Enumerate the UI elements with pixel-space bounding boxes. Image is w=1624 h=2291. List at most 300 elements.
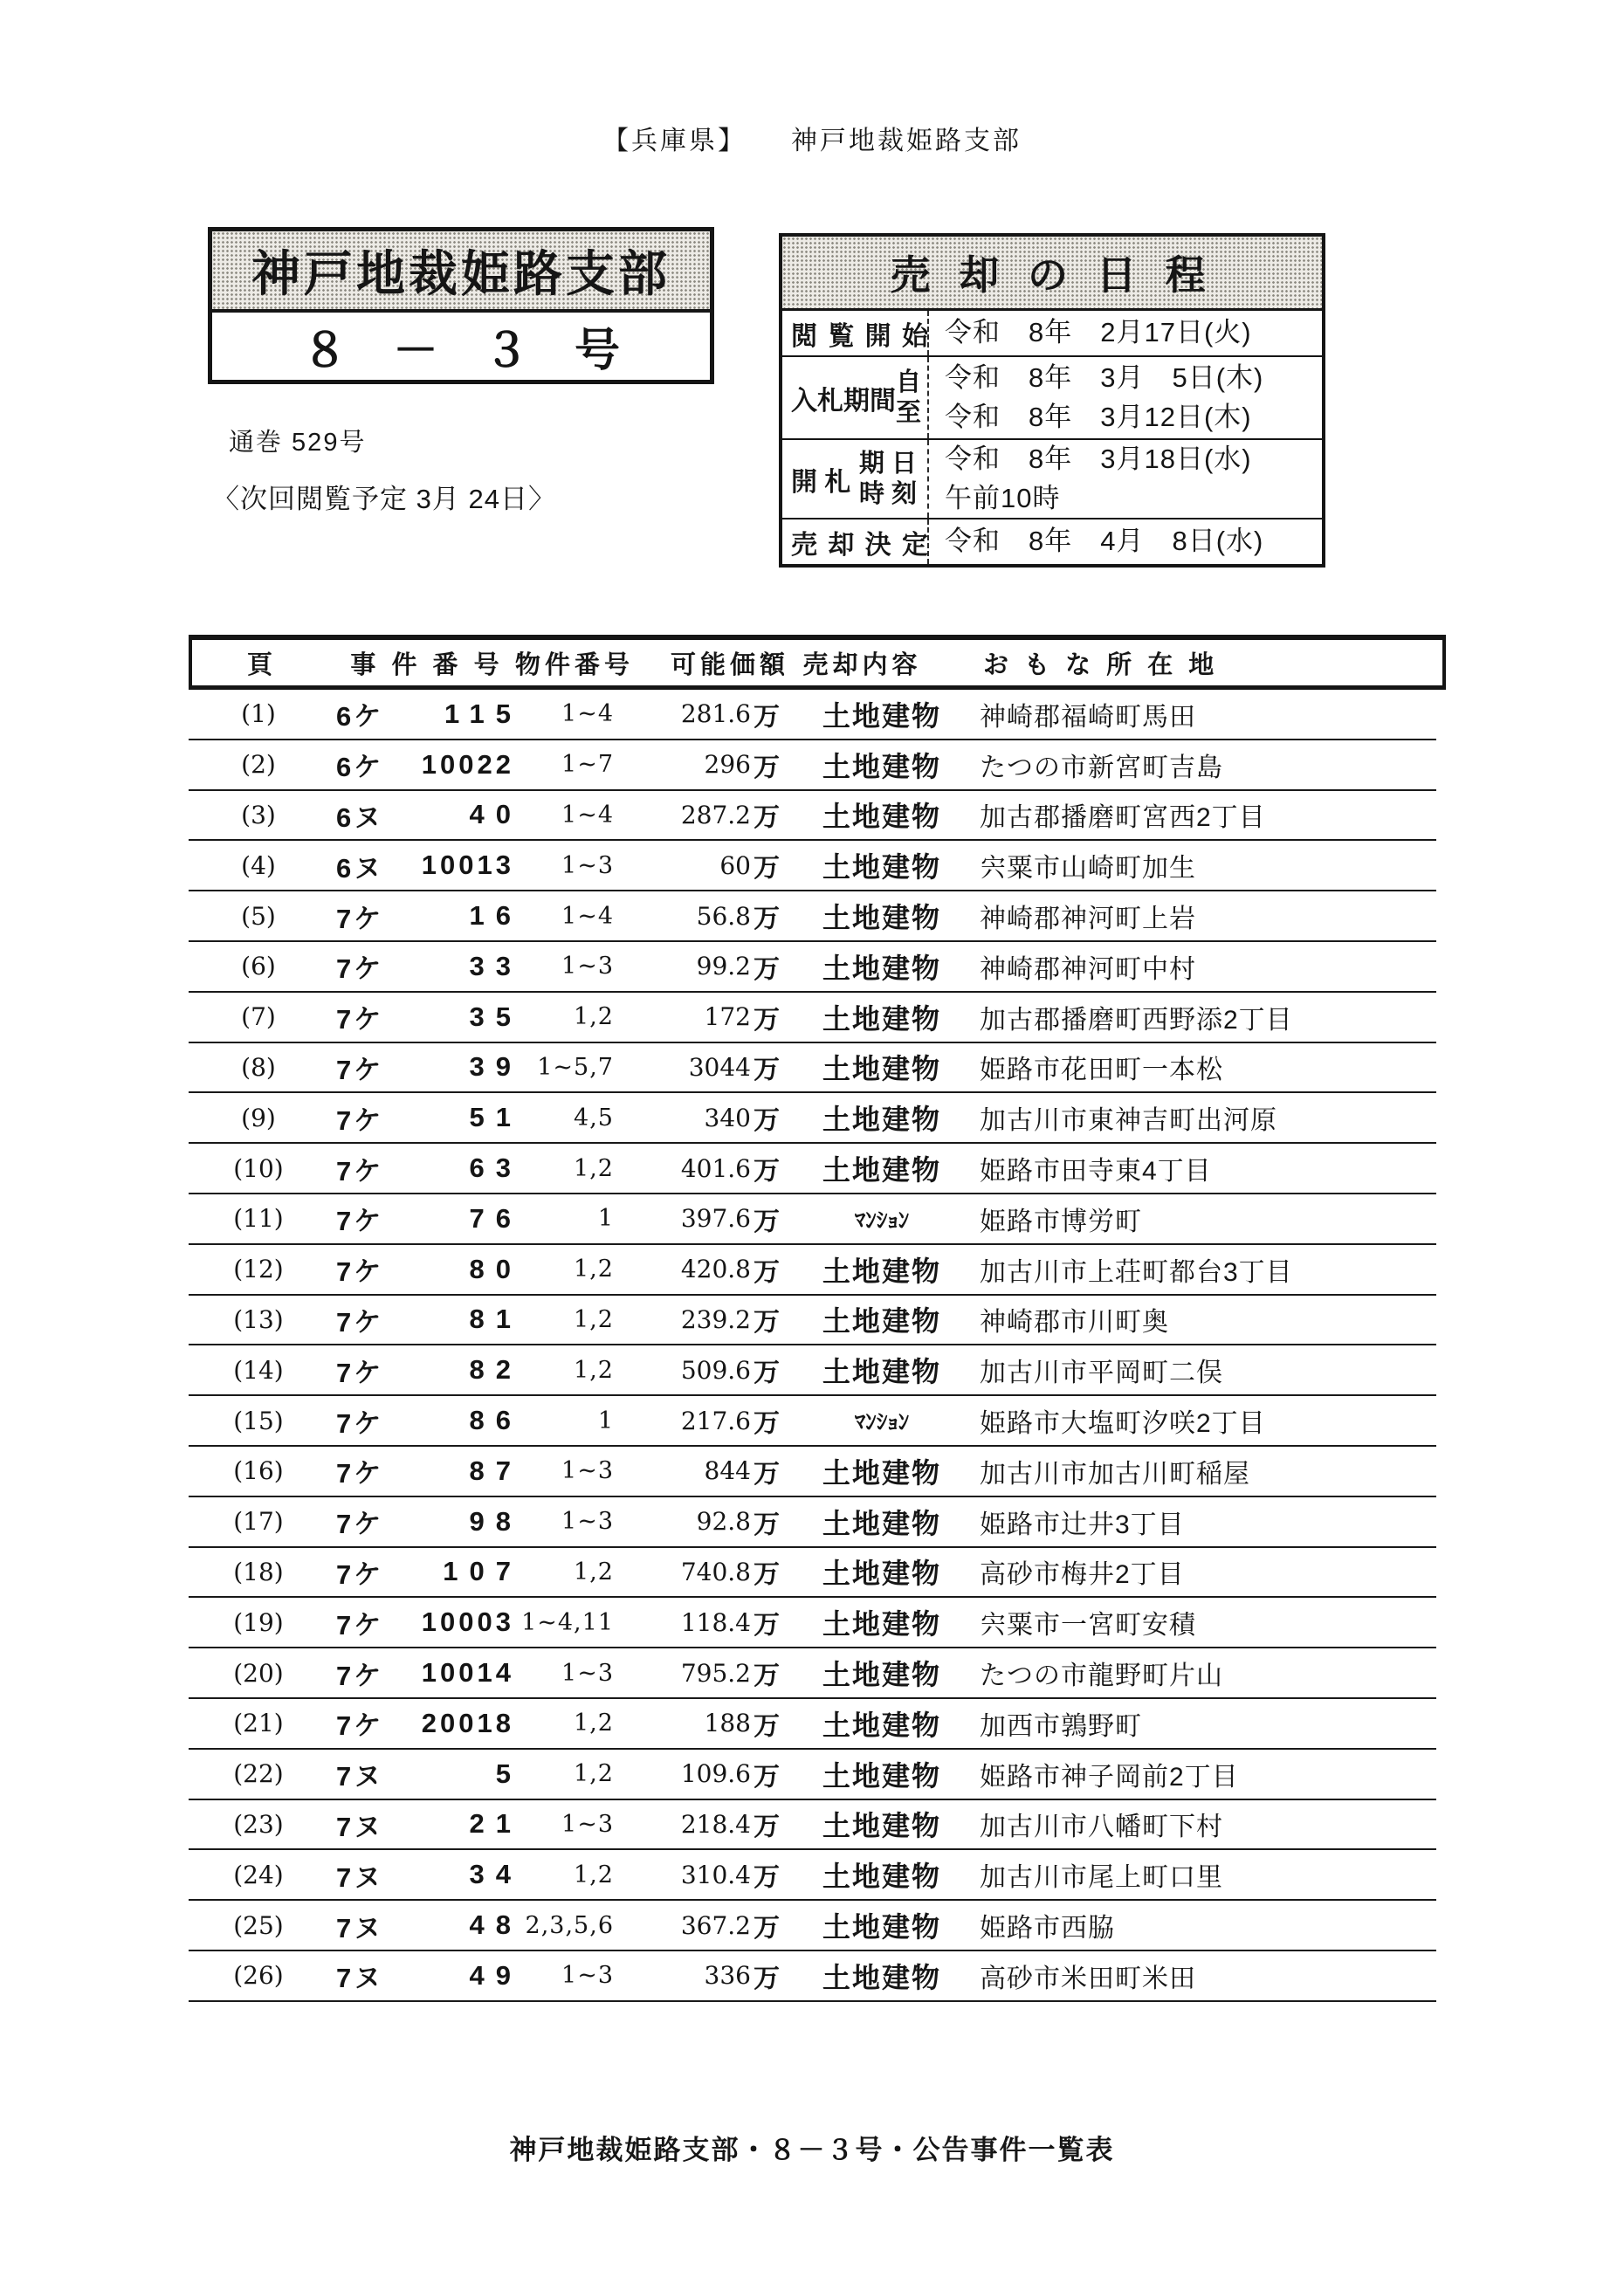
schedule-row-bid-opening: [782, 438, 1322, 518]
schedule-sublabel-date: 期 日: [858, 449, 917, 478]
price-amount: 310.4: [680, 1860, 751, 1889]
cell-property-number: 1~5,7: [537, 1053, 614, 1081]
schedule-time: 午前10時: [945, 482, 1061, 513]
case-prefix: 7ケ: [336, 1660, 384, 1691]
case-prefix: 7ヌ: [336, 1761, 384, 1792]
price-amount: 217.6: [680, 1406, 751, 1435]
case-serial: 115: [444, 698, 522, 729]
cell-possible-price: [607, 1345, 780, 1394]
cell-sale-type: 土地建物: [822, 1002, 941, 1035]
cell-sale-type: 土地建物: [822, 699, 941, 732]
cell-property-number: 1~4: [561, 700, 614, 728]
cell-sale-type: 土地建物: [822, 1810, 941, 1842]
cell-page-number: (8): [241, 1052, 276, 1082]
price-unit: 万: [754, 753, 780, 782]
price-unit: 万: [754, 1762, 780, 1792]
cell-page-number: (2): [241, 750, 276, 780]
schedule-title: 売 却 の 日 程: [782, 237, 1322, 311]
case-serial: 10013: [421, 850, 514, 881]
cell-sale-type: 土地建物: [822, 1659, 941, 1691]
price-unit: 万: [754, 1157, 780, 1187]
cell-property-number: 2,3,5,6: [525, 1911, 614, 1939]
cell-location: 神崎郡福崎町馬田: [980, 702, 1196, 732]
cell-location: 加古川市八幡町下村: [980, 1813, 1223, 1842]
cell-case-number: [336, 740, 514, 789]
case-table-rows: [189, 690, 1446, 2003]
header-page: 頁: [246, 650, 277, 679]
header-case-number: 事 件 番 号: [350, 650, 504, 679]
cell-sale-type: 土地建物: [822, 1456, 941, 1489]
price-unit: 万: [754, 1308, 780, 1338]
price-unit: 万: [754, 1964, 780, 1993]
case-serial: 63: [469, 1152, 522, 1184]
case-serial: 10022: [421, 748, 514, 780]
cell-possible-price: [607, 1396, 780, 1445]
price-amount: 296: [704, 750, 751, 780]
cell-page-number: (20): [233, 1658, 284, 1688]
cell-property-number: 1~3: [561, 1810, 614, 1838]
table-row: [189, 1800, 1436, 1851]
case-prefix: 7ヌ: [336, 1811, 384, 1842]
court-name: 神戸地裁姫路支部: [212, 231, 710, 313]
cell-case-number: [336, 1345, 522, 1394]
price-unit: 万: [754, 1359, 780, 1388]
cell-property-number: 1~3: [561, 1962, 614, 1990]
price-unit: 万: [754, 702, 780, 732]
table-row: [189, 1699, 1436, 1750]
table-row: [189, 1850, 1436, 1901]
cell-location: 加古川市東神吉町出河原: [980, 1106, 1277, 1136]
cell-location: 姫路市西脇: [980, 1914, 1115, 1944]
case-serial: 48: [469, 1909, 522, 1941]
schedule-sublabel-to: 至: [896, 398, 922, 427]
table-row: [189, 1648, 1436, 1699]
cell-property-number: 1~3: [561, 953, 614, 980]
cell-possible-price: [607, 1850, 780, 1899]
cell-location: 姫路市神子岡前2丁目: [980, 1762, 1239, 1792]
cell-property-number: 4,5: [574, 1104, 614, 1132]
case-serial: 98: [469, 1505, 522, 1537]
cell-case-number: [336, 1901, 522, 1950]
cell-sale-type: 土地建物: [822, 1608, 941, 1641]
cell-location: 姫路市田寺東4丁目: [980, 1157, 1212, 1187]
price-amount: 92.8: [696, 1507, 751, 1537]
price-unit: 万: [754, 1914, 780, 1944]
table-row: [189, 690, 1436, 740]
price-unit: 万: [754, 1106, 780, 1136]
schedule-label-text: 開 札: [791, 467, 851, 497]
cell-page-number: (19): [233, 1607, 284, 1637]
cell-possible-price: [607, 690, 780, 739]
cell-page-number: (7): [241, 1002, 276, 1032]
cell-page-number: (16): [233, 1456, 284, 1486]
cell-case-number: [336, 1699, 514, 1748]
header-possible-price: 可能価額: [670, 650, 789, 679]
table-row: [189, 1043, 1436, 1094]
cell-location: 神崎郡神河町上岩: [980, 905, 1196, 934]
price-unit: 万: [754, 1813, 780, 1842]
price-amount: 367.2: [680, 1910, 751, 1940]
cell-possible-price: [607, 1901, 780, 1950]
case-prefix: 7ケ: [336, 1256, 384, 1288]
cell-case-number: [336, 1548, 522, 1597]
schedule-date: 令和 8年 3月 5日(木): [945, 362, 1264, 394]
price-amount: 109.6: [680, 1759, 751, 1789]
schedule-row-sale-decision: [782, 518, 1322, 564]
case-prefix: 7ケ: [336, 1509, 384, 1540]
case-serial: 49: [469, 1959, 522, 1991]
case-prefix: 7ケ: [336, 1306, 384, 1338]
cell-sale-type: 土地建物: [822, 750, 941, 782]
cell-location: 加古川市尾上町口里: [980, 1863, 1223, 1893]
case-prefix: 7ケ: [336, 903, 384, 934]
cell-property-number: 1,2: [574, 1558, 614, 1586]
schedule-label-bid-opening: [782, 440, 929, 518]
table-row: [189, 1245, 1436, 1296]
case-serial: 87: [469, 1455, 522, 1486]
price-amount: 401.6: [680, 1153, 751, 1183]
case-prefix: 7ケ: [336, 953, 384, 985]
case-prefix: 7ヌ: [336, 1963, 384, 1994]
case-serial: 51: [469, 1102, 522, 1133]
cell-property-number: 1,2: [574, 1256, 614, 1283]
cell-possible-price: [607, 1750, 780, 1799]
cell-page-number: (22): [233, 1759, 284, 1789]
cell-location: 加古川市平岡町二俣: [980, 1359, 1223, 1388]
price-unit: 万: [754, 1409, 780, 1439]
table-row: [189, 1396, 1436, 1447]
schedule-sublabel-from: 自: [896, 368, 922, 396]
price-amount: 795.2: [680, 1658, 751, 1688]
cell-possible-price: [607, 1800, 780, 1849]
case-prefix: 7ケ: [336, 1206, 384, 1237]
price-amount: 509.6: [680, 1355, 751, 1385]
cell-page-number: (5): [241, 901, 276, 931]
cell-location: 姫路市花田町一本松: [980, 1056, 1223, 1085]
cell-possible-price: [607, 1497, 780, 1546]
price-amount: 420.8: [680, 1255, 751, 1284]
volume-line: 通巻 529号: [229, 429, 367, 457]
cell-page-number: (4): [241, 850, 276, 880]
cell-possible-price: [607, 891, 780, 940]
cell-sale-type: 土地建物: [822, 902, 941, 934]
schedule-sublabels: [859, 451, 917, 507]
cell-page-number: (11): [233, 1204, 284, 1234]
price-amount: 218.4: [680, 1809, 751, 1839]
price-unit: 万: [754, 1459, 780, 1489]
table-row: [189, 1144, 1436, 1194]
price-unit: 万: [754, 1711, 780, 1741]
cell-possible-price: [607, 1043, 780, 1092]
price-amount: 99.2: [696, 952, 751, 981]
table-row: [189, 740, 1436, 791]
cell-property-number: 1~3: [561, 1508, 614, 1536]
cell-location: 高砂市米田町米田: [980, 1964, 1196, 1993]
schedule-value-sale-decision: [929, 519, 1322, 564]
schedule-label-bid-period: [782, 357, 929, 438]
schedule-date: 令和 8年 3月18日(水): [945, 444, 1252, 475]
schedule-value-bid-opening: [929, 440, 1322, 518]
cell-sale-type: 土地建物: [822, 1053, 941, 1085]
cell-sale-type: ﾏﾝｼｮﾝ: [854, 1410, 910, 1435]
court-title-box: [208, 227, 714, 384]
cell-possible-price: [607, 1548, 780, 1597]
price-amount: 56.8: [696, 901, 751, 931]
cell-possible-price: [607, 1296, 780, 1345]
price-amount: 3044: [688, 1052, 751, 1082]
cell-case-number: [336, 993, 522, 1042]
cell-page-number: (21): [233, 1709, 284, 1738]
table-row: [189, 1598, 1436, 1648]
case-serial: 40: [469, 799, 522, 830]
price-unit: 万: [754, 1005, 780, 1035]
schedule-box: [779, 233, 1325, 568]
table-row: [189, 1194, 1436, 1245]
cell-location: たつの市新宮町吉島: [980, 753, 1223, 782]
cell-possible-price: [607, 791, 780, 840]
cell-case-number: [336, 1447, 522, 1496]
cell-sale-type: 土地建物: [822, 952, 941, 984]
cell-sale-type: 土地建物: [822, 1356, 941, 1388]
cell-page-number: (17): [233, 1507, 284, 1537]
case-serial: 5: [495, 1758, 522, 1789]
table-row: [189, 1497, 1436, 1548]
cell-page-number: (9): [241, 1103, 276, 1132]
table-row: [189, 891, 1436, 942]
case-serial: 20018: [421, 1707, 514, 1738]
issue-number: ８ － ３ 号: [301, 326, 620, 376]
price-amount: 397.6: [680, 1204, 751, 1234]
header-property-number: 物件番号: [515, 650, 635, 679]
cell-property-number: 1,2: [574, 1861, 614, 1889]
case-prefix: 7ケ: [336, 1357, 384, 1388]
case-serial: 81: [469, 1304, 522, 1335]
cell-location: 神崎郡市川町奥: [980, 1308, 1169, 1338]
cell-possible-price: [607, 993, 780, 1042]
cell-case-number: [336, 1296, 522, 1345]
cell-case-number: [336, 841, 514, 890]
cell-location: 加古郡播磨町宮西2丁目: [980, 803, 1266, 833]
cell-property-number: 1,2: [574, 1356, 614, 1384]
case-prefix: 7ケ: [336, 1104, 384, 1136]
price-unit: 万: [754, 1257, 780, 1287]
case-serial: 35: [469, 1001, 522, 1032]
case-prefix: 7ケ: [336, 1609, 384, 1641]
case-serial: 10003: [421, 1606, 514, 1638]
cell-page-number: (6): [241, 952, 276, 981]
cell-page-number: (24): [233, 1860, 284, 1889]
cell-sale-type: 土地建物: [822, 1154, 941, 1187]
cell-page-number: (10): [233, 1153, 284, 1183]
case-prefix: 7ケ: [336, 1054, 384, 1085]
cell-case-number: [336, 1396, 522, 1445]
cell-property-number: 1,2: [574, 1154, 614, 1182]
cell-sale-type: 土地建物: [822, 1558, 941, 1590]
header-sale-type: 売却内容: [802, 650, 922, 679]
schedule-label-sale-decision: 売 却 決 定: [782, 519, 929, 564]
case-prefix: 6ヌ: [336, 802, 384, 833]
price-unit: 万: [754, 1611, 780, 1641]
cell-property-number: 1,2: [574, 1710, 614, 1737]
case-prefix: 7ケ: [336, 1558, 384, 1590]
footer-caption: 神戸地裁姫路支部・８－３号・公告事件一覧表: [509, 2135, 1115, 2165]
schedule-date: 令和 8年 4月 8日(水): [945, 526, 1264, 557]
schedule-label-viewing-start: 閲 覧 開 始: [782, 311, 929, 355]
price-amount: 336: [704, 1961, 751, 1991]
schedule-row-viewing-start: [782, 311, 1322, 355]
cell-location: 高砂市梅井2丁目: [980, 1560, 1185, 1590]
cell-possible-price: [607, 1093, 780, 1142]
cell-property-number: 1~4,11: [521, 1608, 614, 1636]
cell-possible-price: [607, 1951, 780, 2000]
header-location: お も な 所 在 地: [983, 650, 1219, 679]
cell-location: 加古川市上荘町都台3丁目: [980, 1257, 1293, 1287]
price-amount: 239.2: [680, 1304, 751, 1334]
price-unit: 万: [754, 1661, 780, 1691]
price-amount: 172: [704, 1002, 751, 1032]
case-prefix: 7ケ: [336, 1004, 384, 1035]
cell-page-number: (25): [233, 1910, 284, 1940]
cell-case-number: [336, 1194, 522, 1243]
cell-sale-type: 土地建物: [822, 1759, 941, 1792]
case-prefix: 7ケ: [336, 1155, 384, 1187]
case-table: [189, 635, 1446, 2003]
case-serial: 33: [469, 950, 522, 981]
table-row: [189, 1750, 1436, 1800]
price-unit: 万: [754, 1863, 780, 1893]
schedule-label-text: 入札期間: [791, 386, 896, 416]
cell-case-number: [336, 791, 522, 840]
cell-sale-type: ﾏﾝｼｮﾝ: [854, 1207, 910, 1233]
table-row: [189, 1345, 1436, 1396]
table-row: [189, 1447, 1436, 1497]
case-serial: 16: [469, 900, 522, 932]
cell-sale-type: 土地建物: [822, 1255, 941, 1287]
table-row: [189, 791, 1436, 842]
cell-case-number: [336, 1043, 522, 1092]
case-prefix: 6ケ: [336, 701, 384, 733]
cell-possible-price: [607, 1447, 780, 1496]
schedule-value-bid-period: [929, 357, 1322, 438]
cell-sale-type: 土地建物: [822, 1507, 941, 1539]
cell-sale-type: 土地建物: [822, 1911, 941, 1944]
cell-sale-type: 土地建物: [822, 801, 941, 833]
case-serial: 39: [469, 1051, 522, 1083]
cell-sale-type: 土地建物: [822, 1961, 941, 1993]
price-amount: 281.6: [680, 699, 751, 729]
page-header: 【兵庫県】 神戸地裁姫路支部: [602, 127, 1022, 155]
cell-case-number: [336, 1144, 522, 1193]
cell-property-number: 1~3: [561, 851, 614, 879]
table-row: [189, 1951, 1436, 2002]
cell-location: 加古川市加古川町稲屋: [980, 1459, 1250, 1489]
schedule-date: 令和 8年 2月17日(火): [945, 317, 1252, 348]
cell-possible-price: [607, 1648, 780, 1697]
case-serial: 107: [443, 1556, 522, 1587]
cell-case-number: [336, 1648, 514, 1697]
price-amount: 188: [704, 1709, 751, 1738]
cell-page-number: (12): [233, 1255, 284, 1284]
cell-case-number: [336, 1598, 514, 1647]
cell-property-number: 1,2: [574, 1760, 614, 1788]
cell-case-number: [336, 891, 522, 940]
cell-case-number: [336, 1093, 522, 1142]
cell-location: 加西市鶉野町: [980, 1711, 1142, 1741]
price-unit: 万: [754, 1510, 780, 1539]
schedule-sublabel-time: 時 刻: [858, 479, 917, 508]
price-unit: 万: [754, 905, 780, 934]
case-prefix: 7ケ: [336, 1710, 384, 1742]
cell-page-number: (14): [233, 1355, 284, 1385]
cell-possible-price: [607, 740, 780, 789]
table-row: [189, 841, 1436, 891]
cell-location: 宍粟市一宮町安積: [980, 1611, 1196, 1641]
table-row: [189, 1296, 1436, 1346]
cell-possible-price: [607, 942, 780, 991]
cell-property-number: 1~4: [561, 801, 614, 829]
cell-location: 宍粟市山崎町加生: [980, 854, 1196, 884]
cell-page-number: (26): [233, 1961, 284, 1991]
cell-page-number: (3): [241, 800, 276, 829]
case-serial: 10014: [421, 1657, 514, 1689]
cell-case-number: [336, 1951, 522, 2000]
price-amount: 340: [704, 1103, 751, 1132]
cell-sale-type: 土地建物: [822, 1104, 941, 1136]
cell-case-number: [336, 1497, 522, 1546]
next-viewing-line: 〈次回閲覧予定 3月 24日〉: [212, 484, 556, 514]
cell-property-number: 1~7: [561, 751, 614, 779]
cell-page-number: (1): [241, 699, 276, 729]
cell-property-number: 1~4: [561, 902, 614, 930]
cell-case-number: [336, 1750, 522, 1799]
cell-case-number: [336, 690, 522, 739]
case-prefix: 6ヌ: [336, 852, 384, 884]
cell-property-number: 1,2: [574, 1305, 614, 1333]
case-prefix: 7ヌ: [336, 1912, 384, 1944]
cell-location: 姫路市大塩町汐咲2丁目: [980, 1409, 1266, 1439]
case-prefix: 7ケ: [336, 1458, 384, 1489]
cell-possible-price: [607, 1194, 780, 1243]
case-serial: 82: [469, 1354, 522, 1386]
cell-property-number: 1: [597, 1407, 614, 1434]
case-serial: 80: [469, 1253, 522, 1284]
cell-sale-type: 土地建物: [822, 1305, 941, 1338]
cell-case-number: [336, 1245, 522, 1294]
cell-page-number: (23): [233, 1809, 284, 1839]
cell-page-number: (13): [233, 1304, 284, 1334]
table-row: [189, 942, 1436, 993]
cell-possible-price: [607, 1144, 780, 1193]
schedule-row-bid-period: [782, 355, 1322, 438]
price-amount: 844: [704, 1456, 751, 1486]
cell-possible-price: [607, 1245, 780, 1294]
cell-possible-price: [607, 841, 780, 890]
cell-case-number: [336, 1850, 522, 1899]
price-unit: 万: [754, 854, 780, 884]
cell-page-number: (18): [233, 1557, 284, 1586]
price-unit: 万: [754, 954, 780, 984]
cell-location: たつの市龍野町片山: [980, 1661, 1223, 1691]
cell-sale-type: 土地建物: [822, 851, 941, 884]
cell-location: 姫路市辻井3丁目: [980, 1510, 1185, 1539]
table-row: [189, 1901, 1436, 1951]
cell-case-number: [336, 942, 522, 991]
table-row: [189, 1548, 1436, 1599]
table-row: [189, 993, 1436, 1043]
cell-sale-type: 土地建物: [822, 1861, 941, 1893]
price-amount: 60: [719, 850, 751, 880]
schedule-date: 令和 8年 3月12日(木): [945, 401, 1252, 432]
